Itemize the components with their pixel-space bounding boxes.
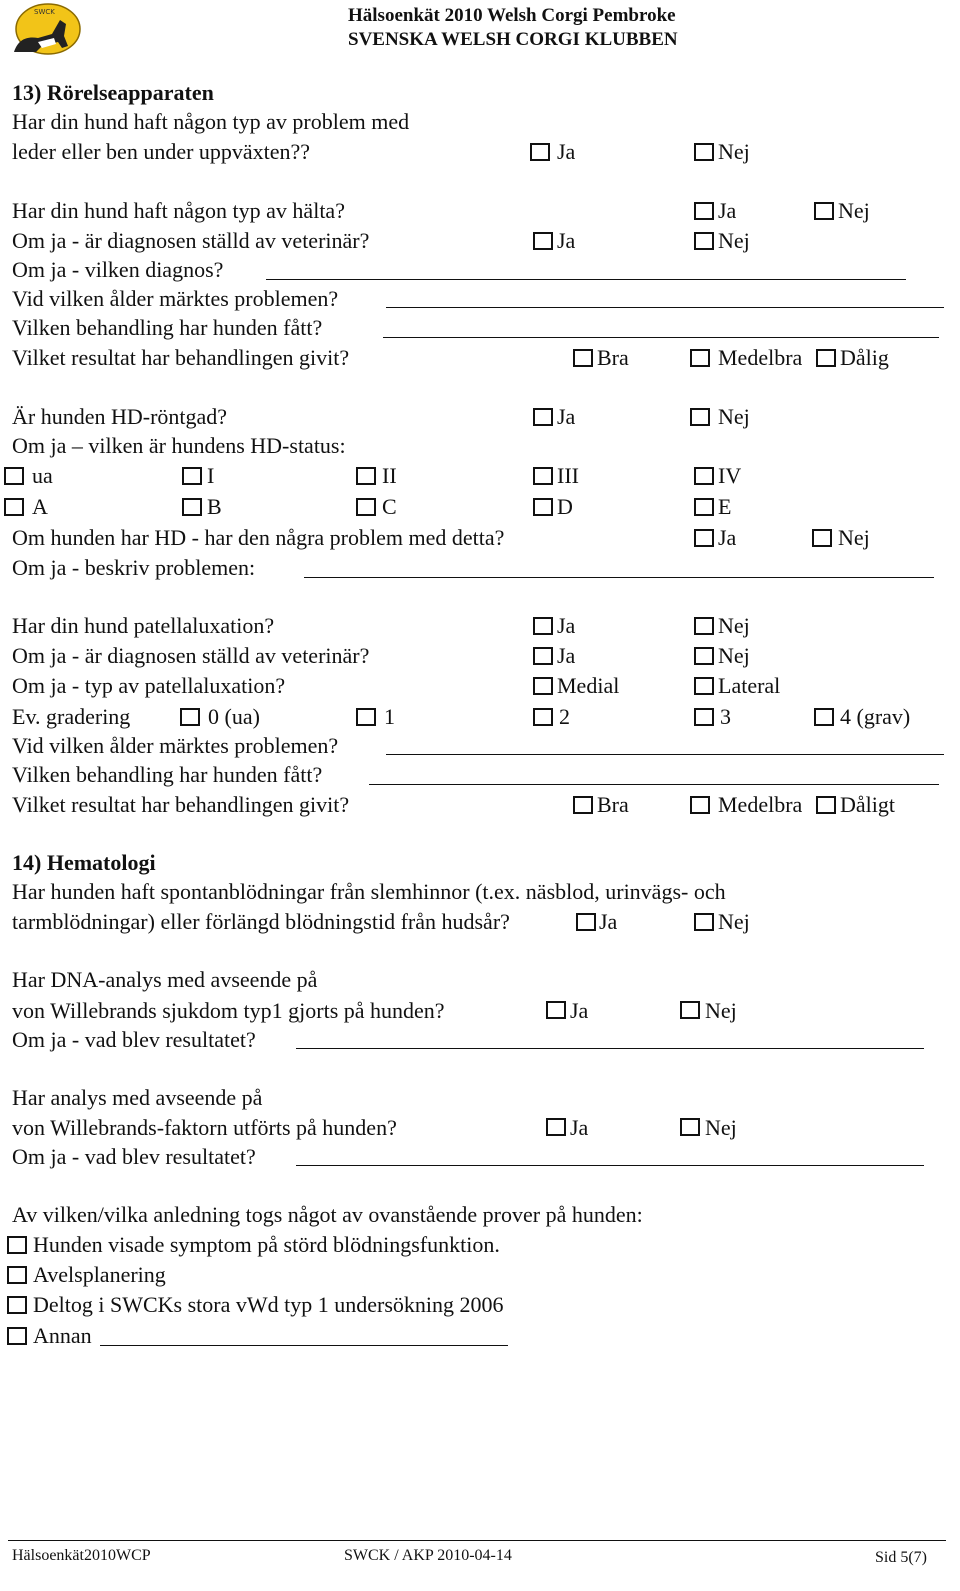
- label-hd-e: E: [718, 494, 732, 519]
- q-hd-xray: Är hunden HD-röntgad?: [12, 404, 228, 429]
- answer-line-reason-other[interactable]: [100, 1345, 508, 1346]
- label-nej: Nej: [718, 909, 750, 934]
- q-patella-treatment: Vilken behandling har hunden fått?: [12, 762, 323, 787]
- q-analysis-line2: von Willebrands-faktorn utförts på hunden?: [12, 1115, 397, 1140]
- q-hd-problem: Om hunden har HD - har den några problem med detta?: [12, 525, 505, 550]
- label-nej: Nej: [718, 404, 750, 429]
- checkbox-result-dalig[interactable]: [816, 349, 836, 367]
- q-patella: Har din hund patellaluxation?: [12, 613, 275, 638]
- label-daligt: Dåligt: [840, 792, 895, 817]
- label-bra: Bra: [597, 792, 629, 817]
- checkbox-hd-nej[interactable]: [690, 408, 710, 426]
- label-hd-a: A: [32, 494, 48, 519]
- label-ja: Ja: [557, 139, 576, 164]
- label-grade-0: 0 (ua): [208, 704, 260, 729]
- checkbox-result-bra[interactable]: [573, 349, 593, 367]
- q-dna-line1: Har DNA-analys med avseende på: [12, 967, 318, 992]
- checkbox-grade-0[interactable]: [180, 708, 200, 726]
- label-nej: Nej: [718, 139, 750, 164]
- checkbox-vet-ja[interactable]: [533, 232, 553, 250]
- footer-filename: Hälsoenkät2010WCP: [12, 1547, 151, 1564]
- checkbox-grade-1[interactable]: [356, 708, 376, 726]
- label-grade-3: 3: [720, 704, 731, 729]
- checkbox-patresult-daligt[interactable]: [816, 796, 836, 814]
- footer-page-number: Sid 5(7): [875, 1549, 927, 1566]
- checkbox-hd-c[interactable]: [356, 498, 376, 516]
- label-nej: Nej: [718, 228, 750, 253]
- checkbox-hd-ii[interactable]: [356, 467, 376, 485]
- label-hd-ua: ua: [32, 463, 53, 488]
- label-ja: Ja: [570, 998, 589, 1023]
- label-grade-4: 4 (grav): [840, 704, 911, 729]
- checkbox-hdproblem-ja[interactable]: [694, 529, 714, 547]
- footer-divider: [8, 1540, 946, 1541]
- checkbox-grade-2[interactable]: [533, 708, 553, 726]
- checkbox-hd-b[interactable]: [182, 498, 202, 516]
- q-bleeding-line2: tarmblödningar) eller förlängd blödningstid från hudsår?: [12, 909, 510, 934]
- label-hd-b: B: [207, 494, 222, 519]
- label-ja: Ja: [557, 228, 576, 253]
- answer-line-hd-describe[interactable]: [304, 577, 934, 578]
- label-bra: Bra: [597, 345, 629, 370]
- label-reason-breeding: Avelsplanering: [33, 1262, 166, 1287]
- checkbox-patresult-bra[interactable]: [573, 796, 593, 814]
- label-nej: Nej: [718, 643, 750, 668]
- q-growth-problems-line1: Har din hund haft någon typ av problem med: [12, 109, 410, 134]
- swck-logo: [8, 2, 82, 58]
- checkbox-bleeding-nej[interactable]: [694, 913, 714, 931]
- q-growth-problems-line2: leder eller ben under uppväxten??: [12, 139, 311, 164]
- label-ja: Ja: [557, 404, 576, 429]
- checkbox-bleeding-ja[interactable]: [576, 913, 596, 931]
- q-bleeding-line1: Har hunden haft spontanblödningar från slemhinnor (t.ex. näsblod, urinvägs- och: [12, 879, 726, 904]
- label-medial: Medial: [557, 673, 620, 698]
- q-analysis-result: Om ja - vad blev resultatet?: [12, 1144, 256, 1169]
- q-age: Vid vilken ålder märktes problemen?: [12, 286, 339, 311]
- checkbox-patella-medial[interactable]: [533, 677, 553, 695]
- header-title: Hälsoenkät 2010 Welsh Corgi Pembroke: [348, 5, 676, 26]
- answer-line-dna-result[interactable]: [296, 1048, 924, 1049]
- checkbox-lameness-nej[interactable]: [814, 202, 834, 220]
- checkbox-grade-3[interactable]: [694, 708, 714, 726]
- q-hd-describe: Om ja - beskriv problemen:: [12, 555, 256, 580]
- answer-line-patella-treatment[interactable]: [369, 784, 939, 785]
- label-reason-other: Annan: [33, 1323, 92, 1348]
- q-patella-vet: Om ja - är diagnosen ställd av veterinär?: [12, 643, 370, 668]
- label-dalig: Dålig: [840, 345, 889, 370]
- checkbox-patella-lateral[interactable]: [694, 677, 714, 695]
- label-medelbra: Medelbra: [718, 792, 803, 817]
- checkbox-reason-vwd-study[interactable]: [7, 1296, 27, 1314]
- footer-author-date: SWCK / AKP 2010-04-14: [344, 1547, 512, 1564]
- label-grade-2: 2: [559, 704, 570, 729]
- label-nej: Nej: [705, 998, 737, 1023]
- q-reason: Av vilken/vilka anledning togs något av ovanstående prover på hunden:: [12, 1202, 643, 1227]
- checkbox-patellavet-nej[interactable]: [694, 647, 714, 665]
- logo-text: SWCK: [34, 8, 55, 16]
- label-ja: Ja: [557, 643, 576, 668]
- label-hd-i: I: [207, 463, 215, 488]
- q-lameness: Har din hund haft någon typ av hälta?: [12, 198, 345, 223]
- answer-line-treatment[interactable]: [383, 337, 939, 338]
- answer-line-diagnosis[interactable]: [266, 279, 906, 280]
- answer-line-age[interactable]: [386, 307, 944, 308]
- checkbox-reason-other[interactable]: [7, 1327, 27, 1345]
- checkbox-hd-i[interactable]: [182, 467, 202, 485]
- checkbox-dna-ja[interactable]: [546, 1001, 566, 1019]
- label-nej: Nej: [838, 198, 870, 223]
- section-13-title: 13) Rörelseapparaten: [12, 80, 214, 105]
- checkbox-vet-nej[interactable]: [694, 232, 714, 250]
- label-medelbra: Medelbra: [718, 345, 803, 370]
- checkbox-hd-d[interactable]: [533, 498, 553, 516]
- q-dna-result: Om ja - vad blev resultatet?: [12, 1027, 256, 1052]
- checkbox-patresult-medelbra[interactable]: [690, 796, 710, 814]
- q-patella-type: Om ja - typ av patellaluxation?: [12, 673, 286, 698]
- checkbox-lameness-ja[interactable]: [694, 202, 714, 220]
- checkbox-reason-symptom[interactable]: [7, 1236, 27, 1254]
- header-subtitle: SVENSKA WELSH CORGI KLUBBEN: [348, 29, 678, 50]
- label-nej: Nej: [838, 525, 870, 550]
- label-grade-1: 1: [384, 704, 395, 729]
- label-hd-iii: III: [557, 463, 579, 488]
- label-hd-ii: II: [382, 463, 397, 488]
- label-lateral: Lateral: [718, 673, 781, 698]
- checkbox-hd-iii[interactable]: [533, 467, 553, 485]
- checkbox-patellavet-ja[interactable]: [533, 647, 553, 665]
- q-treatment: Vilken behandling har hunden fått?: [12, 315, 323, 340]
- label-hd-c: C: [382, 494, 397, 519]
- checkbox-grade-4[interactable]: [814, 708, 834, 726]
- checkbox-hd-ja[interactable]: [533, 408, 553, 426]
- q-vet-diagnosis: Om ja - är diagnosen ställd av veterinär?: [12, 228, 370, 253]
- q-patella-result: Vilket resultat har behandlingen givit?: [12, 792, 350, 817]
- label-reason-symptom: Hunden visade symptom på störd blödningsfunktion.: [33, 1232, 500, 1257]
- checkbox-analysis-nej[interactable]: [680, 1118, 700, 1136]
- label-hd-iv: IV: [718, 463, 742, 488]
- label-ja: Ja: [570, 1115, 589, 1140]
- checkbox-reason-breeding[interactable]: [7, 1266, 27, 1284]
- label-nej: Nej: [718, 613, 750, 638]
- checkbox-growth-ja[interactable]: [530, 143, 550, 161]
- answer-line-patella-age[interactable]: [386, 754, 944, 755]
- label-ja: Ja: [557, 613, 576, 638]
- checkbox-hd-e[interactable]: [694, 498, 714, 516]
- checkbox-hd-iv[interactable]: [694, 467, 714, 485]
- label-ja: Ja: [718, 525, 737, 550]
- label-nej: Nej: [705, 1115, 737, 1140]
- q-result: Vilket resultat har behandlingen givit?: [12, 345, 350, 370]
- answer-line-analysis-result[interactable]: [296, 1165, 924, 1166]
- checkbox-result-medelbra[interactable]: [690, 349, 710, 367]
- checkbox-growth-nej[interactable]: [694, 143, 714, 161]
- q-hd-status: Om ja – vilken är hundens HD-status:: [12, 433, 346, 458]
- q-grading: Ev. gradering: [12, 704, 131, 729]
- checkbox-hd-ua[interactable]: [4, 467, 24, 485]
- label-hd-d: D: [557, 494, 573, 519]
- checkbox-analysis-ja[interactable]: [546, 1118, 566, 1136]
- label-reason-vwd-study: Deltog i SWCKs stora vWd typ 1 undersökning 2006: [33, 1292, 504, 1317]
- q-analysis-line1: Har analys med avseende på: [12, 1085, 263, 1110]
- q-diagnosis: Om ja - vilken diagnos?: [12, 257, 224, 282]
- checkbox-patella-nej[interactable]: [694, 617, 714, 635]
- q-dna-line2: von Willebrands sjukdom typ1 gjorts på hunden?: [12, 998, 445, 1023]
- q-patella-age: Vid vilken ålder märktes problemen?: [12, 733, 339, 758]
- checkbox-dna-nej[interactable]: [680, 1001, 700, 1019]
- section-14-title: 14) Hematologi: [12, 850, 156, 875]
- checkbox-hdproblem-nej[interactable]: [812, 529, 832, 547]
- checkbox-patella-ja[interactable]: [533, 617, 553, 635]
- label-ja: Ja: [599, 909, 618, 934]
- checkbox-hd-a[interactable]: [4, 498, 24, 516]
- label-ja: Ja: [718, 198, 737, 223]
